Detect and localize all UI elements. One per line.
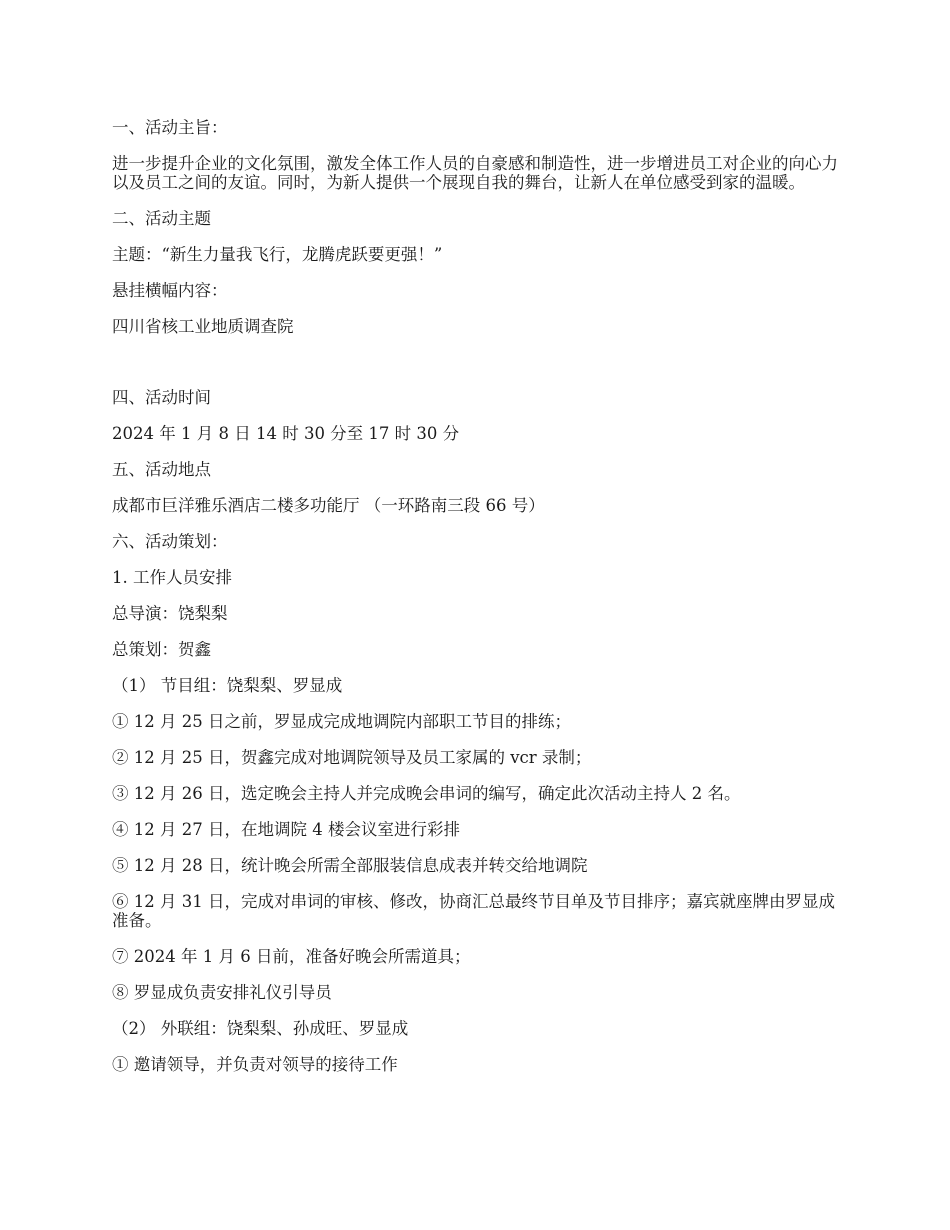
- section-heading-venue: 五、活动地点: [112, 460, 211, 479]
- purpose-paragraph: 进一步提升企业的文化氛围，激发全体工作人员的自豪感和制造性，进一步增进员工对企业的向心力以及员工之间的友谊。同时，为新人提供一个展现自我的舞台，让新人在单位感受到家的温暖。: [112, 154, 838, 192]
- list-item: ② 12 月 25 日，贺鑫完成对地调院领导及员工家属的 vcr 录制；: [112, 748, 592, 767]
- list-item: ⑦ 2024 年 1 月 6 日前，准备好晚会所需道具；: [112, 947, 471, 966]
- list-item: ④ 12 月 27 日，在地调院 4 楼会议室进行彩排: [112, 820, 460, 839]
- section-heading-theme: 二、活动主题: [112, 209, 211, 228]
- section-heading-time: 四、活动时间: [112, 388, 211, 407]
- list-item: ③ 12 月 26 日，选定晚会主持人并完成晚会串词的编写，确定此次活动主持人 2 名。: [112, 784, 741, 803]
- outreach-group-heading: （2） 外联组：饶梨梨、孙成旺、罗显成: [112, 1019, 409, 1038]
- theme-line: 主题：“新生力量我飞行，龙腾虎跃要更强！”: [112, 245, 443, 264]
- program-group-heading: （1） 节目组：饶梨梨、罗显成: [112, 676, 343, 695]
- blank-spacer: [112, 353, 840, 388]
- chief-planner-line: 总策划：贺鑫: [112, 640, 211, 659]
- list-item: ⑥ 12 月 31 日，完成对串词的审核、修改，协商汇总最终节目单及节目排序；嘉宾就座牌由罗显成准备。: [112, 892, 835, 930]
- list-item: ① 邀请领导，并负责对领导的接待工作: [112, 1055, 398, 1074]
- chief-director-line: 总导演：饶梨梨: [112, 604, 228, 623]
- banner-content: 四川省核工业地质调查院: [112, 317, 294, 336]
- banner-label: 悬挂横幅内容：: [112, 281, 228, 300]
- venue-line: 成都市巨洋雅乐酒店二楼多功能厅 （一环路南三段 66 号）: [112, 496, 545, 515]
- section-heading-purpose: 一、活动主旨：: [112, 118, 228, 137]
- list-item: ⑤ 12 月 28 日，统计晚会所需全部服装信息成表并转交给地调院: [112, 856, 588, 875]
- document-page: [112, 118, 840, 1091]
- subheading-staff: 1. 工作人员安排: [112, 568, 232, 587]
- list-item: ⑧ 罗显成负责安排礼仪引导员: [112, 983, 332, 1002]
- time-line: 2024 年 1 月 8 日 14 时 30 分至 17 时 30 分: [112, 424, 460, 443]
- list-item: ① 12 月 25 日之前，罗显成完成地调院内部职工节目的排练；: [112, 712, 571, 731]
- section-heading-planning: 六、活动策划：: [112, 532, 228, 551]
